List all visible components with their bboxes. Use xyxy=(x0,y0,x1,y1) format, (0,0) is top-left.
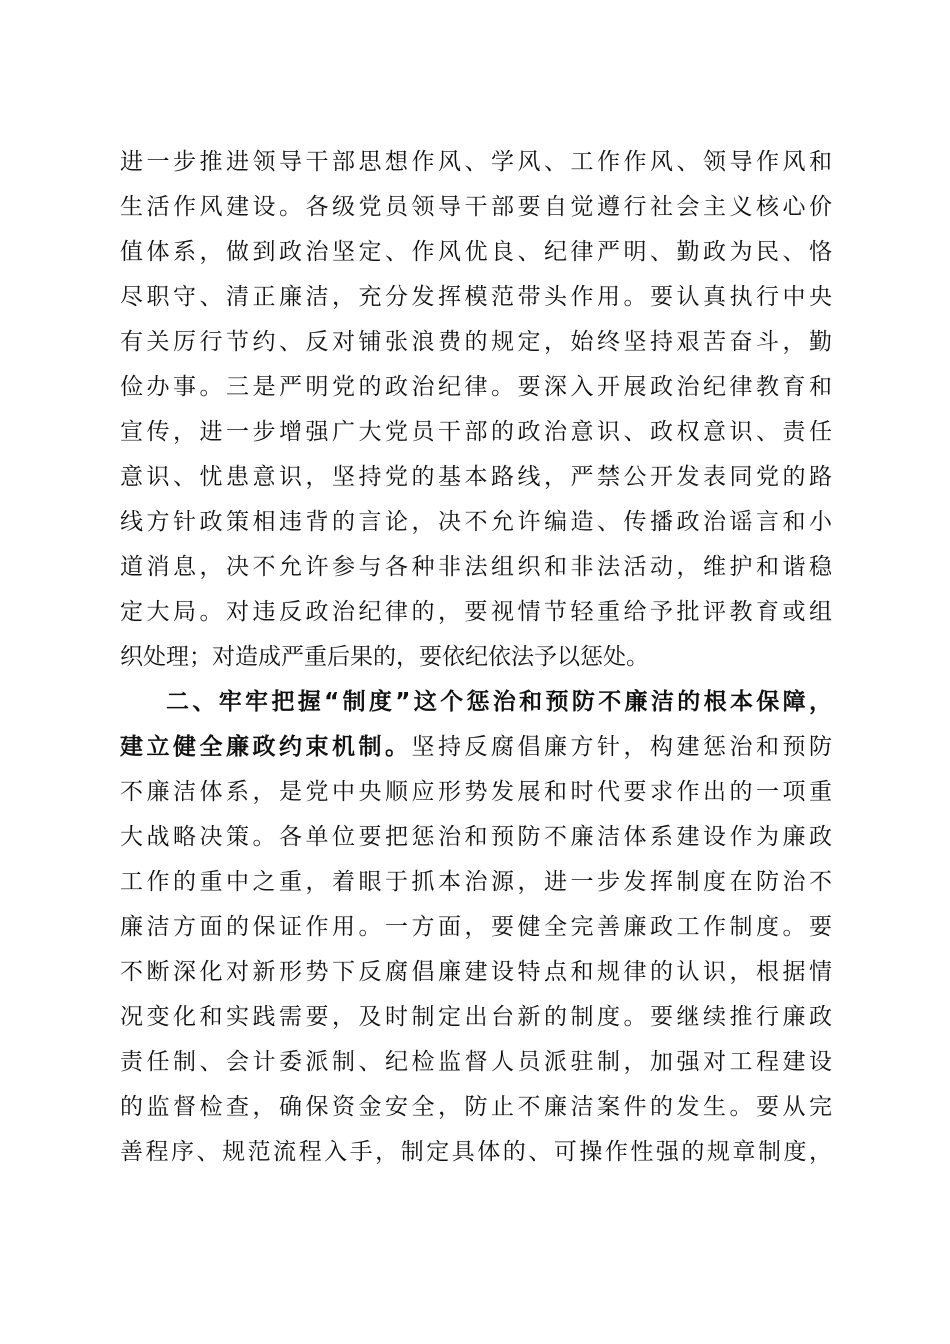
text-line: 进一步推进领导干部思想作风、学风、工作作风、领导作风和 xyxy=(120,149,832,175)
text-line: 况变化和实践需要，及时制定出台新的制度。要继续推行廉政 xyxy=(120,1004,832,1030)
text-line: 尽职守、清正廉洁，充分发挥模范带头作用。要认真执行中央 xyxy=(120,284,832,310)
document-body xyxy=(120,140,832,1175)
text-line: 大战略决策。各单位要把惩治和预防不廉洁体系建设作为廉政 xyxy=(120,824,832,850)
text-line: 工作的重中之重，着眼于抓本治源，进一步发挥制度在防治不 xyxy=(120,869,832,895)
text-line: 定大局。对违反政治纪律的，要视情节轻重给予批评教育或组 xyxy=(120,599,832,625)
text-line: 宣传，进一步增强广大党员干部的政治意识、政权意识、责任 xyxy=(120,419,832,445)
text-line: 责任制、会计委派制、纪检监督人员派驻制，加强对工程建设 xyxy=(120,1049,832,1075)
text-line: 有关厉行节约、反对铺张浪费的规定，始终坚持艰苦奋斗，勤 xyxy=(120,329,832,355)
text-line: 意识、忧患意识，坚持党的基本路线，严禁公开发表同党的路 xyxy=(120,464,832,490)
section-heading-end: 建立健全廉政约束机制。 xyxy=(120,734,412,760)
text-line: 俭办事。三是严明党的政治纪律。要深入开展政治纪律教育和 xyxy=(120,374,832,400)
text-line: 生活作风建设。各级党员领导干部要自觉遵行社会主义核心价 xyxy=(120,194,832,220)
text-line: 善程序、规范流程入手，制定具体的、可操作性强的规章制度， xyxy=(120,1139,832,1165)
text-line: 的监督检查，确保资金安全，防止不廉洁案件的发生。要从完 xyxy=(120,1094,832,1120)
text-line: 不廉洁体系，是党中央顺应形势发展和时代要求作出的一项重 xyxy=(120,779,832,805)
text-line: 线方针政策相违背的言论，决不允许编造、传播政治谣言和小 xyxy=(120,509,832,535)
section-heading: 二、牢牢把握“制度”这个惩治和预防不廉洁的根本保障， xyxy=(166,689,832,715)
text-line: 道消息，决不允许参与各种非法组织和非法活动，维护和谐稳 xyxy=(120,554,832,580)
text-line: 值体系，做到政治坚定、作风优良、纪律严明、勤政为民、恪 xyxy=(120,239,832,265)
section-heading-continuation xyxy=(120,725,832,770)
text-line: 织处理；对造成严重后果的，要依纪依法予以惩处。 xyxy=(120,644,649,670)
text-line: 廉洁方面的保证作用。一方面，要健全完善廉政工作制度。要 xyxy=(120,914,832,940)
text-line: 不断深化对新形势下反腐倡廉建设特点和规律的认识，根据情 xyxy=(120,959,832,985)
section-body-start: 坚持反腐倡廉方针，构建惩治和预防 xyxy=(411,734,832,760)
